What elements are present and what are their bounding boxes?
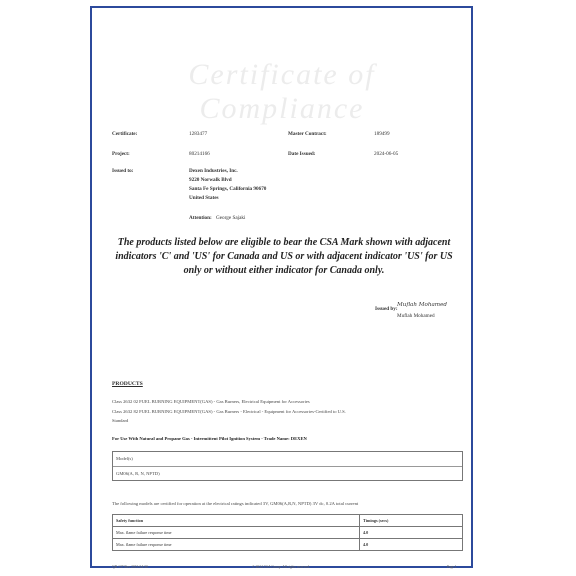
table-cell: Max. flame failure response time [113,527,360,539]
issued-to-line: Santa Fe Springs, California 90670 [189,186,267,192]
table-cell: 4.0 [360,539,463,551]
certificate-page [90,6,473,568]
footer-form-id: QD 137 Rev 2013-04-30 [112,565,148,569]
attention-label: Attention: [189,215,212,221]
issued-to-label: Issued to: [112,168,134,174]
issued-to-line: United States [189,195,219,201]
csa-mark-statement: The products listed below are eligible to bear the CSA Mark shown with adjacent indicators 'C' and 'US' for Canada and US or with adjacent indicator 'US' for US only or without either indicator for Canada only. [115,237,453,276]
master-contract-value: 189499 [374,131,390,137]
models-box [112,451,463,481]
product-class-line: Standard [112,418,129,423]
table-row [113,539,463,551]
models-value: GM06(A, R, N, NPTD) [116,471,160,476]
attention-value: George Sajaki [216,215,246,221]
table-header-cell: Timings (secs) [360,515,463,527]
product-use-line: For Use With Natural and Propane Gas - Intermittent Pilot Ignition System - Trade Name: DEXEN [112,436,307,441]
footer-copyright: © 2024 CSA Group. All rights reserved. [252,565,310,569]
master-contract-label: Master Contract: [288,131,327,137]
models-label: Model(s) [116,456,133,461]
project-label: Project: [112,151,130,157]
signature: Muflah Mohamed [397,302,448,308]
ratings-table [112,514,463,551]
issued-by-name: Muflah Mohamed [397,313,435,319]
ratings-intro: The following models are certified for operation at the electrical ratings indicated 3V, GM06(A,R,N, NPTD) 3V dc, 0.2A total current [112,501,359,506]
product-class-line: Class 2632 82 FUEL BURNING EQUIPMENT(GAS) - Gas Burners - Electrical - Equipment for Accessories-Certified to U.S. [112,409,346,414]
certificate-value: 1283477 [189,131,208,137]
table-cell: Max. flame failure response time [113,539,360,551]
date-issued-label: Date Issued: [288,151,316,157]
product-class-line: Class 2632 02 FUEL BURNING EQUIPMENT(GAS) - Gas Burners, Electrical Equipment for Accessories [112,399,310,404]
models-header-row [113,452,462,467]
project-value: 80214166 [189,151,210,157]
issued-to-line: Dexen Industries, Inc. [189,168,238,174]
certificate-label: Certificate: [112,131,138,137]
issued-by-label: Issued by: [375,306,398,312]
table-cell: 4.0 [360,527,463,539]
watermark-logo: Certificate of Compliance [188,58,376,125]
products-title: PRODUCTS [112,381,143,387]
date-issued-value: 2024-06-05 [374,151,399,157]
footer-page-number: Page 1 [447,565,457,569]
table-row [113,527,463,539]
table-header-cell: Safety function [113,515,360,527]
issued-to-line: 9220 Norwalk Blvd [189,177,232,183]
models-value-row [113,467,462,481]
table-header-row [113,515,463,527]
